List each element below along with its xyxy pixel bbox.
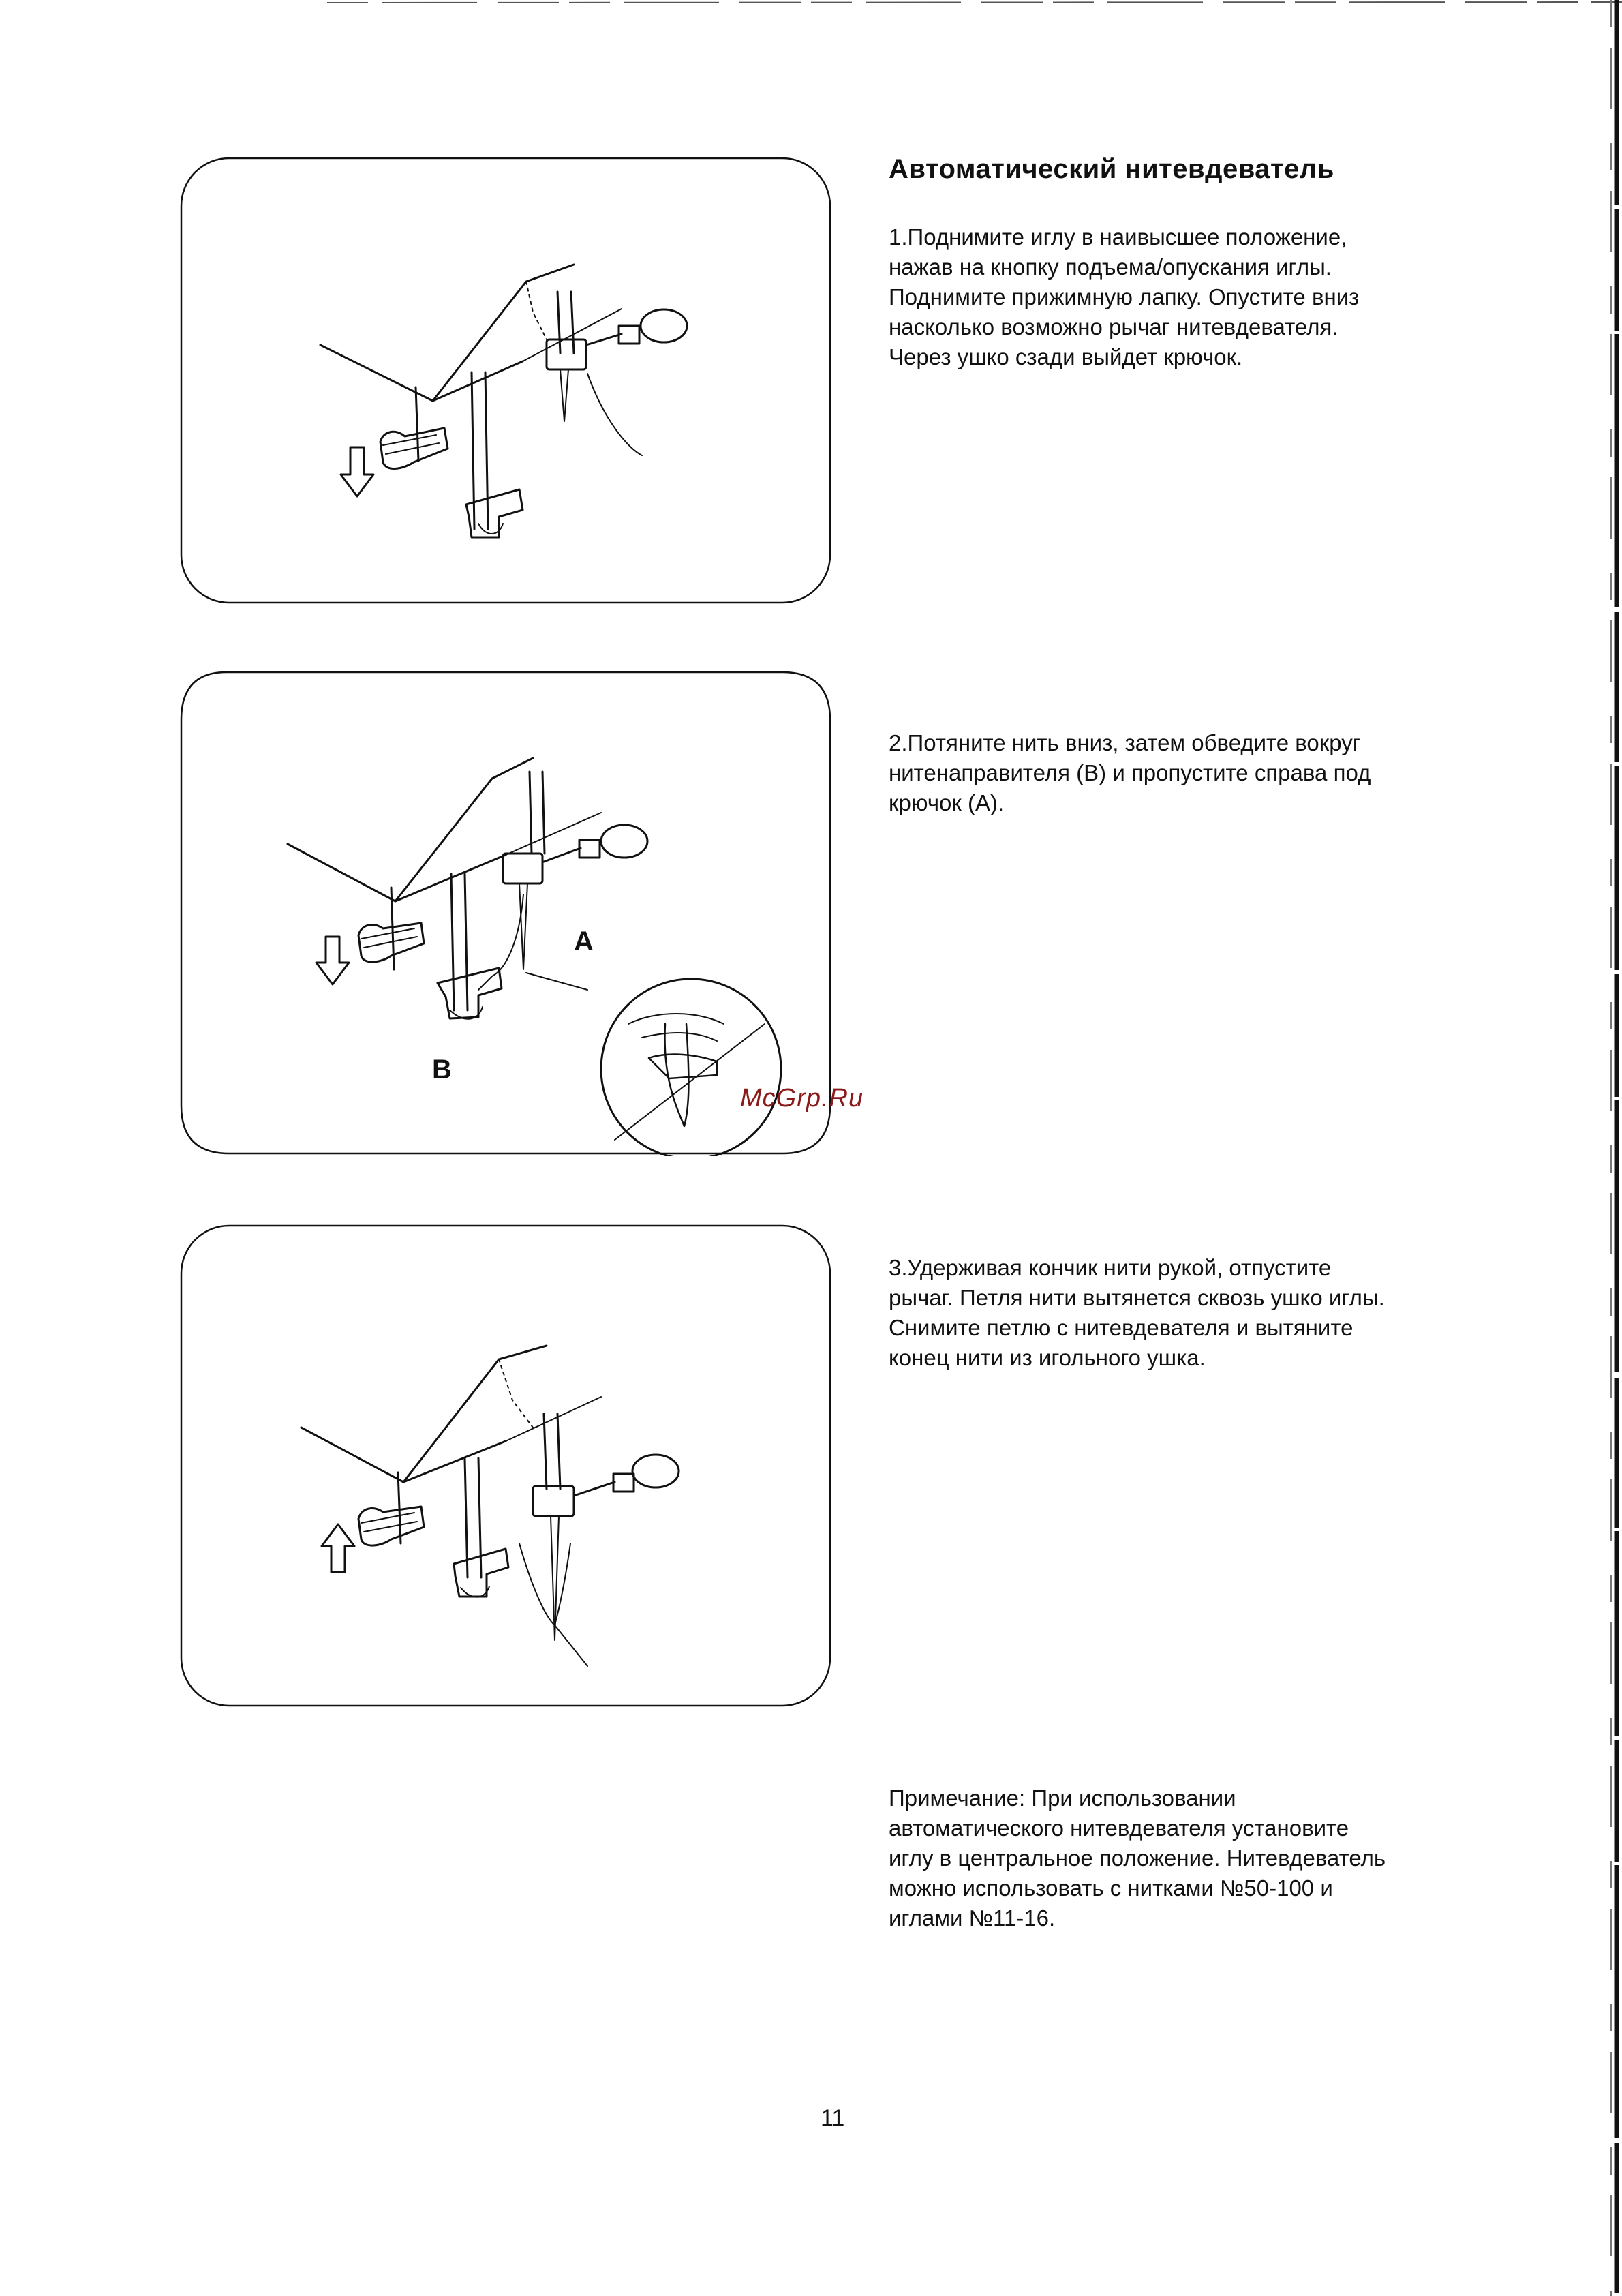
down-arrow-icon bbox=[316, 937, 349, 984]
figure-step-2 bbox=[179, 669, 833, 1156]
note-text: Примечание: При использовании автоматического нитевдевателя установите иглу в центральное положение. Нитевдеватель можно использовать с нитками №50-100 и иглами №11-16. bbox=[889, 1785, 1386, 1931]
up-arrow-icon bbox=[322, 1524, 354, 1572]
figure-frame bbox=[181, 158, 830, 603]
figure-step-3 bbox=[179, 1223, 833, 1708]
figure-step-1 bbox=[179, 155, 833, 605]
page-number: 11 bbox=[821, 2105, 845, 2131]
figure-frame bbox=[181, 672, 830, 1153]
step-1-text: 1.Поднимите иглу в наивысшее положение, нажав на кнопку подъема/опускания иглы. Поднимите прижимную лапку. Опустите вниз насколько возможно рычаг нитевдевателя. Через ушко сзади выйдет крючок. bbox=[889, 224, 1360, 369]
label-a: A bbox=[574, 926, 594, 956]
down-arrow-icon bbox=[341, 447, 373, 496]
label-b: B bbox=[432, 1055, 452, 1085]
scan-edge-top bbox=[327, 0, 1622, 10]
step-2-text: 2.Потяните нить вниз, затем обведите вокруг нитенаправителя (B) и пропустите справа под крючок (A). bbox=[889, 730, 1371, 815]
figure-frame bbox=[181, 1226, 830, 1706]
watermark: McGrp.Ru bbox=[740, 1084, 864, 1113]
scan-edge-right bbox=[1608, 0, 1622, 2296]
section-heading: Автоматический нитевдеватель bbox=[889, 154, 1334, 184]
step-3-text: 3.Удерживая кончик нити рукой, отпустите рычаг. Петля нити вытянется сквозь ушко иглы. Снимите петлю с нитевдевателя и вытяните конец нити из игольного ушка. bbox=[889, 1255, 1385, 1370]
